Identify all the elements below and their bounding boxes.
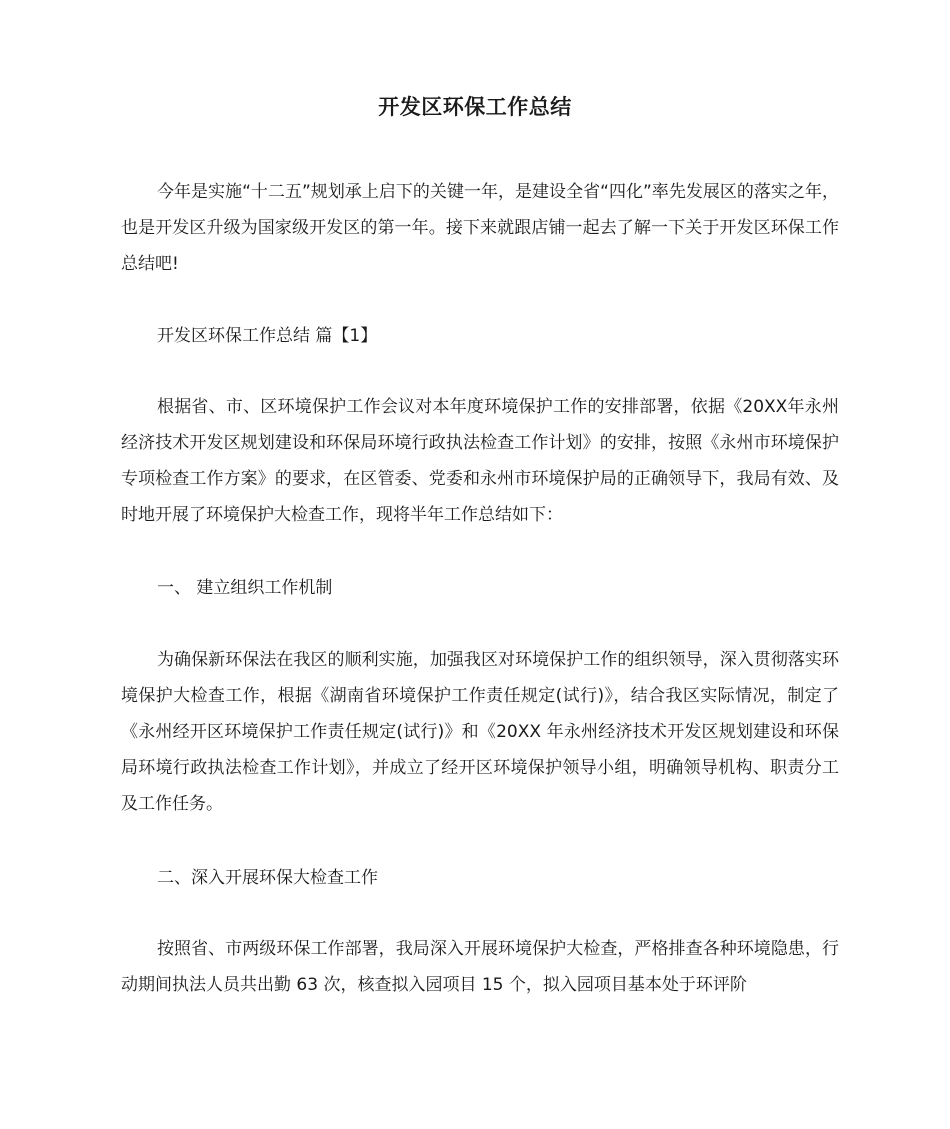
paragraph-1: 根据省、市、区环境保护工作会议对本年度环境保护工作的安排部署，依据《20XX年永州经济技术开发区规划建设和环保局环境行政执法检查工作计划》的安排，按照《永州市环境保护专项检查工作方案》的要求，在区管委、党委和永州市环境保护局的正确领导下，我局有效、及时地开展了环境保护大检查工作，现将半年工作总结如下： <box>121 397 839 525</box>
document-title: 开发区环保工作总结 <box>378 95 572 119</box>
section-title: 开发区环保工作总结 篇【1】 <box>157 326 378 346</box>
paragraph-3: 按照省、市两级环保工作部署，我局深入开展环境保护大检查，严格排查各种环境隐患，行动期间执法人员共出勤 63 次，核查拟入园项目 15 个，拟入园项目基本处于环评阶 <box>121 939 839 995</box>
intro-paragraph: 今年是实施“十二五”规划承上启下的关键一年，是建设全省“四化”率先发展区的落实之年，也是开发区升级为国家级开发区的第一年。接下来就跟店铺一起去了解一下关于开发区环保工作总结吧! <box>121 182 839 274</box>
heading-2: 二、深入开展环保大检查工作 <box>157 868 378 888</box>
heading-1: 一、 建立组织工作机制 <box>157 578 333 598</box>
paragraph-2: 为确保新环保法在我区的顺利实施，加强我区对环境保护工作的组织领导，深入贯彻落实环境保护大检查工作，根据《湖南省环境保护工作责任规定(试行)》，结合我区实际情况，制定了《永州经开区环境保护工作责任规定(试行)》和《20XX 年永州经济技术开发区规划建设和环保局环境行政执法检查工作计划》，并成立了经开区环境保护领导小组，明确领导机构、职责分工及工作任务。 <box>121 650 839 814</box>
